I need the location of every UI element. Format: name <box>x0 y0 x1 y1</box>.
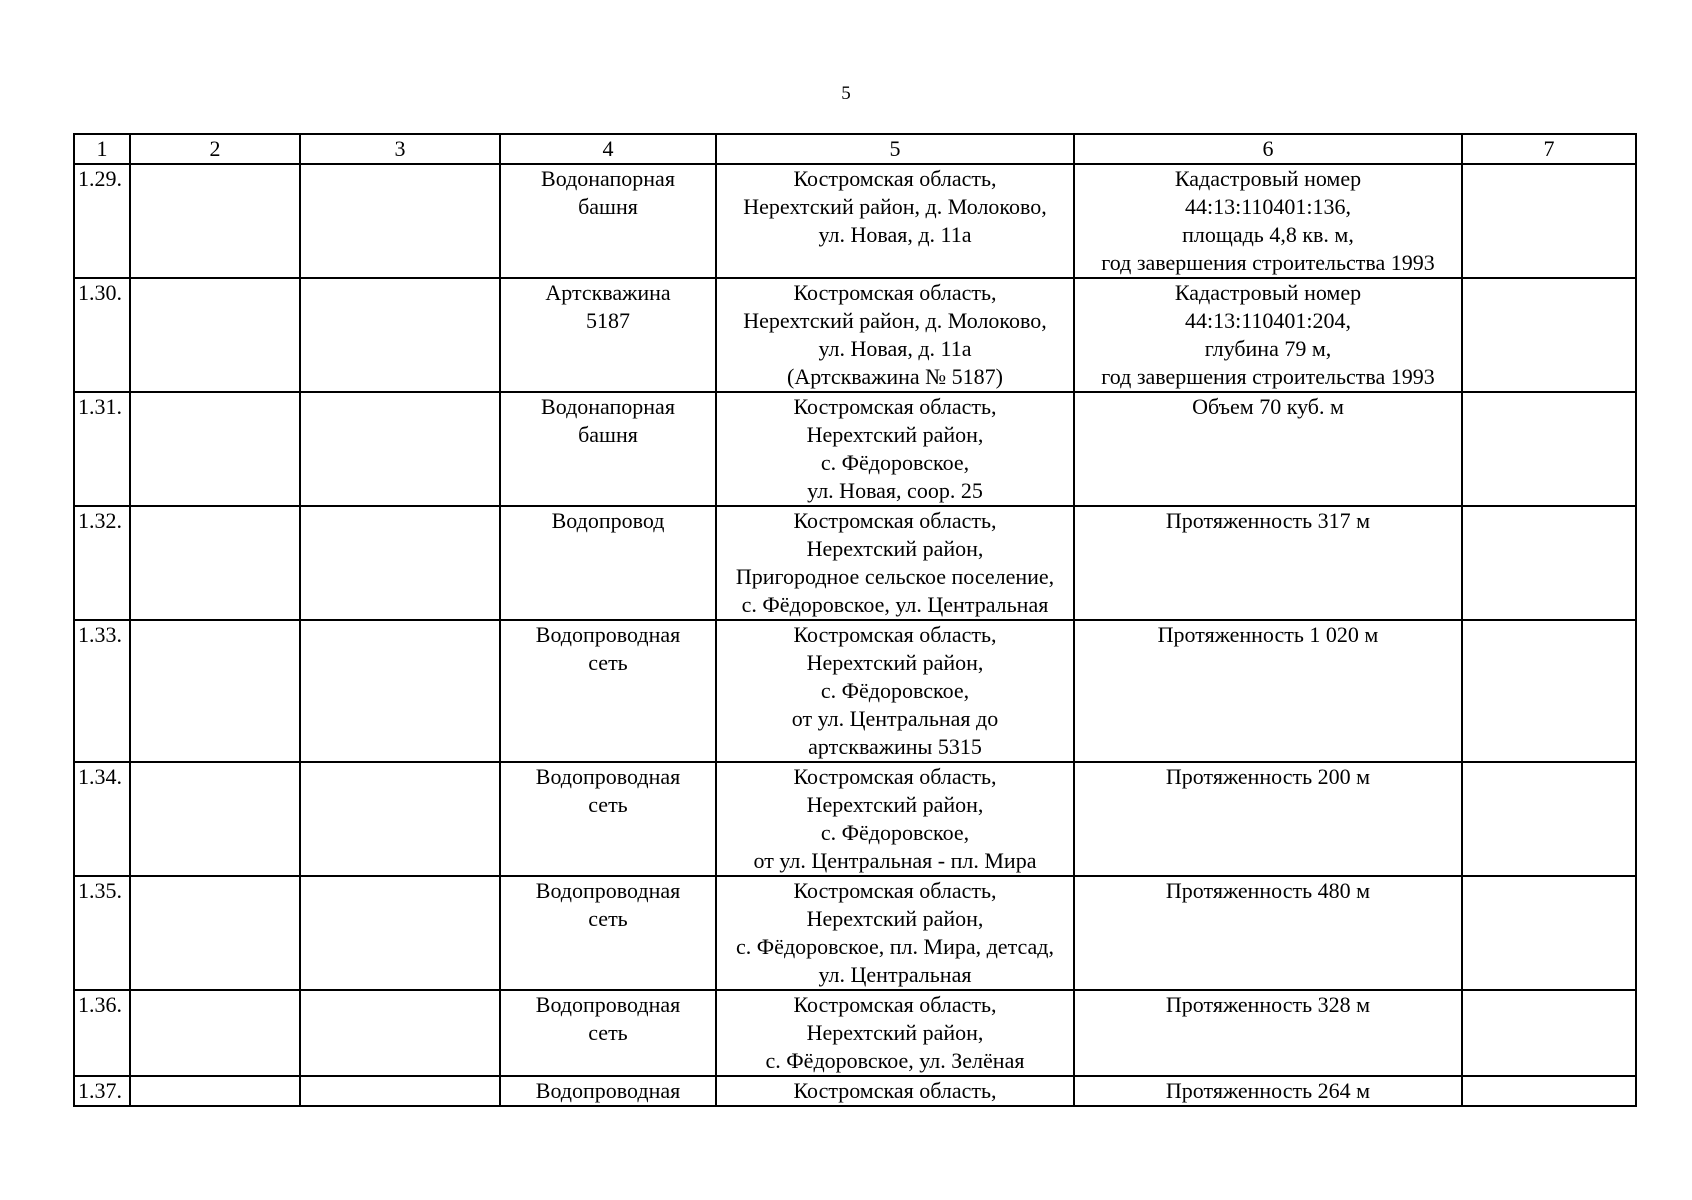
address-cell-line: Костромская область, <box>793 992 997 1017</box>
characteristics-cell <box>1074 392 1462 506</box>
characteristics-cell-line: год завершения строительства 1993 <box>1101 364 1435 389</box>
object-name-cell <box>500 392 716 506</box>
col3-cell <box>300 506 500 620</box>
header-cell: 1 <box>74 134 130 164</box>
header-cell: 2 <box>130 134 300 164</box>
address-cell-line: от ул. Центральная - пл. Мира <box>753 848 1037 873</box>
object-name-cell-line: Водопроводная <box>535 622 681 647</box>
object-name-cell-line: Водонапорная <box>541 394 675 419</box>
col7-cell <box>1462 392 1636 506</box>
object-name-cell-line: Водопровод <box>551 508 665 533</box>
col3-cell <box>300 278 500 392</box>
characteristics-cell-line: год завершения строительства 1993 <box>1101 250 1435 275</box>
address-cell-line: с. Фёдоровское, пл. Мира, детсад, <box>736 934 1054 959</box>
table-row <box>74 1076 1636 1106</box>
col2-cell <box>130 278 300 392</box>
col3-cell <box>300 762 500 876</box>
row-number-cell: 1.36. <box>74 990 130 1076</box>
col7-cell <box>1462 990 1636 1076</box>
object-name-cell-line: башня <box>578 194 638 219</box>
table-row <box>74 506 1636 620</box>
table-row <box>74 620 1636 762</box>
address-cell-line: с. Фёдоровское, ул. Центральная <box>741 592 1049 617</box>
header-cell: 5 <box>716 134 1074 164</box>
object-name-cell <box>500 1076 716 1106</box>
row-number-cell: 1.30. <box>74 278 130 392</box>
address-cell-line: Нерехтский район, <box>806 422 984 447</box>
table-body <box>74 164 1636 1106</box>
address-cell-line: Нерехтский район, д. Молоково, <box>743 194 1047 219</box>
address-cell-line: Пригородное сельское поселение, <box>735 564 1055 589</box>
address-cell-line: Нерехтский район, <box>806 1020 984 1045</box>
address-cell-line: Костромская область, <box>793 508 997 533</box>
address-cell-line: ул. Центральная <box>818 962 972 987</box>
characteristics-cell <box>1074 762 1462 876</box>
characteristics-cell-line: Протяженность 317 м <box>1165 508 1371 533</box>
row-number-cell: 1.33. <box>74 620 130 762</box>
address-cell-line: ул. Новая, соор. 25 <box>807 478 983 503</box>
row-number-cell: 1.32. <box>74 506 130 620</box>
col7-cell <box>1462 876 1636 990</box>
col2-cell <box>130 990 300 1076</box>
col2-cell <box>130 506 300 620</box>
col7-cell <box>1462 164 1636 278</box>
object-name-cell-line: сеть <box>588 906 628 931</box>
address-cell <box>716 392 1074 506</box>
address-cell-line: Нерехтский район, <box>806 536 984 561</box>
characteristics-cell-line: глубина 79 м, <box>1204 336 1332 361</box>
row-number-cell: 1.31. <box>74 392 130 506</box>
address-cell-line: ул. Новая, д. 11а <box>818 222 972 247</box>
col3-cell <box>300 620 500 762</box>
col3-cell <box>300 876 500 990</box>
address-cell-line: Костромская область, <box>793 622 997 647</box>
col2-cell <box>130 164 300 278</box>
table-row <box>74 876 1636 990</box>
col3-cell <box>300 164 500 278</box>
row-number-cell: 1.37. <box>74 1076 130 1106</box>
address-cell-line: (Артскважина № 5187) <box>787 364 1003 389</box>
header-cell: 6 <box>1074 134 1462 164</box>
col2-cell <box>130 762 300 876</box>
object-name-cell-line: сеть <box>588 1020 628 1045</box>
characteristics-cell <box>1074 278 1462 392</box>
address-cell-line: Костромская область, <box>793 394 997 419</box>
header-cell: 7 <box>1462 134 1636 164</box>
col3-cell <box>300 392 500 506</box>
address-cell-line: Нерехтский район, <box>806 650 984 675</box>
address-cell-line: с. Фёдоровское, <box>820 820 970 845</box>
characteristics-cell-line: площадь 4,8 кв. м, <box>1182 222 1354 247</box>
object-name-cell-line: Водопроводная <box>535 878 681 903</box>
header-cell: 4 <box>500 134 716 164</box>
address-cell <box>716 990 1074 1076</box>
object-name-cell <box>500 506 716 620</box>
characteristics-cell-line: Протяженность 200 м <box>1165 764 1371 789</box>
address-cell-line: с. Фёдоровское, <box>820 450 970 475</box>
table-row <box>74 164 1636 278</box>
characteristics-cell-line: Кадастровый номер <box>1174 280 1362 305</box>
characteristics-cell-line: 44:13:110401:136, <box>1184 194 1352 219</box>
address-cell-line: Костромская область, <box>793 764 997 789</box>
characteristics-cell <box>1074 1076 1462 1106</box>
object-name-cell-line: Артскважина <box>545 280 671 305</box>
col7-cell <box>1462 278 1636 392</box>
object-name-cell <box>500 278 716 392</box>
col7-cell <box>1462 762 1636 876</box>
characteristics-cell <box>1074 990 1462 1076</box>
address-cell-line: с. Фёдоровское, <box>820 678 970 703</box>
header-cell: 3 <box>300 134 500 164</box>
characteristics-cell-line: Объем 70 куб. м <box>1192 394 1344 419</box>
address-cell-line: артскважины 5315 <box>808 734 982 759</box>
table-row <box>74 392 1636 506</box>
col2-cell <box>130 1076 300 1106</box>
col7-cell <box>1462 620 1636 762</box>
col7-cell <box>1462 1076 1636 1106</box>
table-row <box>74 762 1636 876</box>
characteristics-cell-line: Протяженность 1 020 м <box>1157 622 1379 647</box>
characteristics-cell-line: Протяженность 480 м <box>1165 878 1371 903</box>
address-cell-line: от ул. Центральная до <box>791 706 999 731</box>
table-row <box>74 278 1636 392</box>
object-name-cell <box>500 876 716 990</box>
table-row <box>74 990 1636 1076</box>
object-name-cell-line: Водонапорная <box>541 166 675 191</box>
address-cell-line: Костромская область, <box>793 280 997 305</box>
object-name-cell <box>500 990 716 1076</box>
address-cell <box>716 506 1074 620</box>
characteristics-cell <box>1074 876 1462 990</box>
header-row <box>74 134 1636 164</box>
address-cell-line: Костромская область, <box>793 878 997 903</box>
row-number-cell: 1.35. <box>74 876 130 990</box>
address-cell-line: Нерехтский район, <box>806 906 984 931</box>
characteristics-cell <box>1074 620 1462 762</box>
col7-cell <box>1462 506 1636 620</box>
col3-cell <box>300 990 500 1076</box>
characteristics-cell-line: 44:13:110401:204, <box>1184 308 1352 333</box>
object-name-cell <box>500 762 716 876</box>
address-cell <box>716 762 1074 876</box>
object-name-cell <box>500 620 716 762</box>
address-cell-line: Костромская область, <box>793 1078 997 1103</box>
object-name-cell-line: сеть <box>588 792 628 817</box>
row-number-cell: 1.29. <box>74 164 130 278</box>
object-name-cell-line: 5187 <box>586 308 630 333</box>
address-cell-line: Нерехтский район, <box>806 792 984 817</box>
characteristics-cell-line: Протяженность 264 м <box>1165 1078 1371 1103</box>
address-cell <box>716 1076 1074 1106</box>
characteristics-cell <box>1074 164 1462 278</box>
col3-cell <box>300 1076 500 1106</box>
object-name-cell-line: сеть <box>588 650 628 675</box>
characteristics-cell <box>1074 506 1462 620</box>
address-cell <box>716 164 1074 278</box>
col2-cell <box>130 392 300 506</box>
object-name-cell-line: Водопроводная <box>535 992 681 1017</box>
address-cell-line: с. Фёдоровское, ул. Зелёная <box>765 1048 1025 1073</box>
registry-table <box>73 133 1637 1107</box>
object-name-cell-line: башня <box>578 422 638 447</box>
address-cell-line: ул. Новая, д. 11а <box>818 336 972 361</box>
address-cell <box>716 278 1074 392</box>
address-cell <box>716 876 1074 990</box>
row-number-cell: 1.34. <box>74 762 130 876</box>
characteristics-cell-line: Протяженность 328 м <box>1165 992 1371 1017</box>
object-name-cell-line: Водопроводная <box>535 1078 681 1103</box>
page-number: 5 <box>841 83 851 104</box>
address-cell-line: Нерехтский район, д. Молоково, <box>743 308 1047 333</box>
address-cell-line: Костромская область, <box>793 166 997 191</box>
object-name-cell-line: Водопроводная <box>535 764 681 789</box>
col2-cell <box>130 876 300 990</box>
characteristics-cell-line: Кадастровый номер <box>1174 166 1362 191</box>
col2-cell <box>130 620 300 762</box>
object-name-cell <box>500 164 716 278</box>
address-cell <box>716 620 1074 762</box>
